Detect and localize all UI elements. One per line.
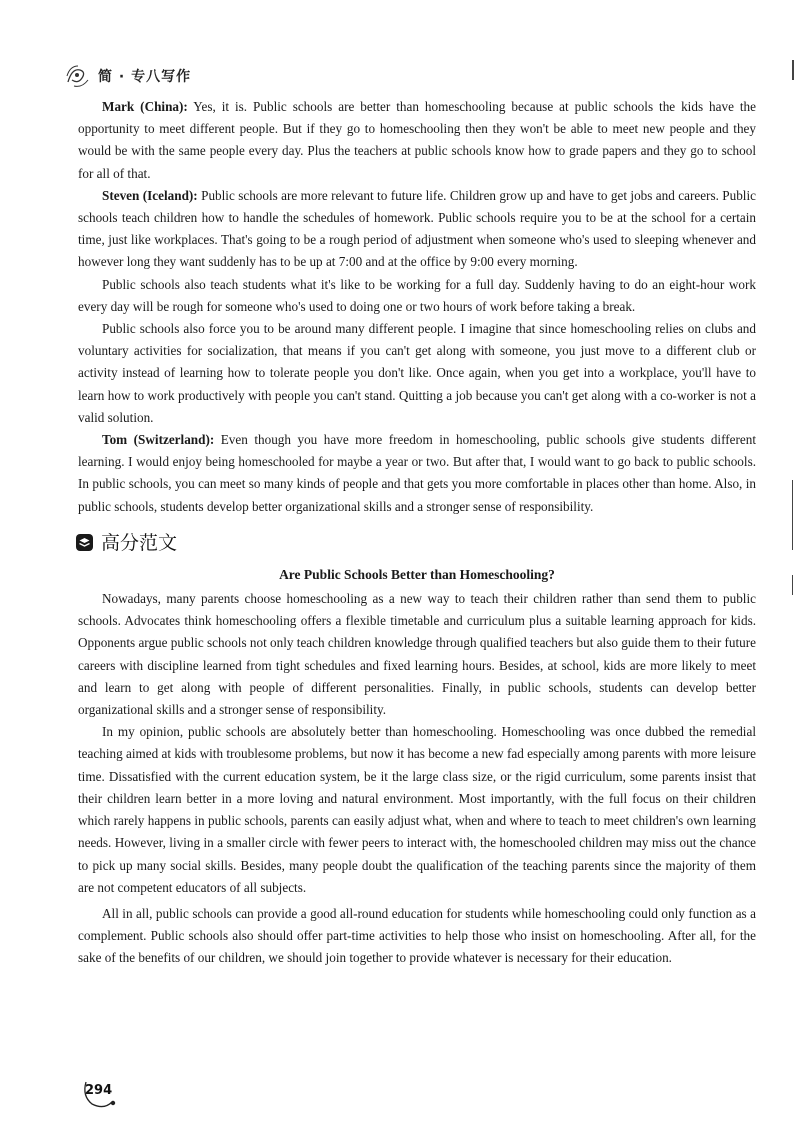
paragraph-text: Yes, it is. Public schools are better than homeschooling because at public schools the kids have the opportunity to meet different people. But if they go to homeschooling then they won't be able to meet new people and they would be with the same people every day. Plus the teachers at public schools know how to grade papers and they go to school for all of that. xyxy=(78,99,756,181)
essay-title: Are Public Schools Better than Homeschooling? xyxy=(279,566,555,582)
discussion-paragraph-steven-3 xyxy=(78,318,756,429)
layers-icon xyxy=(76,534,93,551)
essay-paragraph: All in all, public schools can provide a good all-round education for students while homeschooling could only function as a complement. Public schools also should offer part-time activities to help those who insist on homeschooling. After all, for the sake of the benefits of our children, we should join together to provide whatever is necessary for their education. xyxy=(78,905,756,966)
header-title: 简 · 专八写作 xyxy=(98,69,192,85)
page-header xyxy=(64,62,191,90)
speaker-name: Steven (Iceland): xyxy=(102,187,198,203)
discussion-paragraph-tom xyxy=(78,429,756,518)
page-number-badge xyxy=(80,1072,120,1112)
section-heading xyxy=(76,528,756,558)
discussion-paragraph-steven-2 xyxy=(78,274,756,318)
paragraph-text: Even though you have more freedom in homeschooling, public schools give students different learning. I would enjoy being homeschooled for maybe a year or two. But after that, I would want to go back to public schools. In public schools, you can meet so many kinds of people and that gets you more comfortable in places other than home. Also, in public schools, students develop better organizational skills and a stronger sense of responsibility. xyxy=(78,432,756,514)
paragraph-text: Public schools also teach students what it's like to be working for a full day. Suddenly having to do an eight-hour work every day will be rough for someone who's used to doing one or two hours of work before taking a break. xyxy=(78,276,756,314)
discussion-paragraph-mark xyxy=(78,96,756,185)
paragraph-text: Public schools also force you to be around many different people. I imagine that since homeschooling relies on clubs and voluntary activities for socialization, that means if you can't get along with someone, you just move to a different club or activity instead of learning how to tolerate people you don't like. Once again, when you get into a workplace, you'll have to learn how to work productively with people you can't stand. Quitting a job because you can't get along with a co-worker is not a valid solution. xyxy=(78,321,756,425)
paragraph-text: Public schools are more relevant to future life. Children grow up and have to get jobs and careers. Public schools teach children how to handle the schedules of homework. Public schools require you to be at the school for a certain time, just like workplaces. That's going to be a rough period of adjustment when someone who's used to sleeping whenever and however long they want suddenly has to be up at 7:00 and at the office by 9:00 every morning. xyxy=(78,187,756,270)
margin-mark-lower xyxy=(792,575,793,595)
book-swirl-icon xyxy=(64,62,92,90)
essay-paragraph: In my opinion, public schools are absolutely better than homeschooling. Homeschooling was once dubbed the remedial teaching aimed at kids with troublesome problems, but now it has become a new fad especially among parents with more leisure time. Dissatisfied with the current education system, be it the large class size, or the rigid curriculum, some parents insist that their children learn better in a more loving and natural environment. Most importantly, with the full focus on their children which rarely happens in public schools, parents can easily adjust what, when and where to teach to meet children's own learning needs. However, living in a smaller circle with fewer peers to interact with, the homeschooled children may miss out the chance to pick up many social skills. Besides, many people doubt the qualification of the teaching parents since the majority of them are not competent educators of all subjects. xyxy=(78,724,756,895)
discussion-paragraph-steven xyxy=(78,185,756,274)
margin-mark-middle xyxy=(792,480,793,550)
page-content xyxy=(78,96,756,970)
margin-mark-top xyxy=(792,60,794,80)
page-number: 294 xyxy=(85,1083,113,1098)
section-heading-text: 高分范文 xyxy=(101,531,178,554)
speaker-name: Mark (China): xyxy=(102,99,188,114)
essay-paragraph: Nowadays, many parents choose homeschooling as a new way to teach their children rather than send them to public schools. Advocates think homeschooling offers a flexible timetable and curriculum plus a suitable learning approach for kids. Opponents argue public schools not only teach children knowledge through qualified teachers but also guide them to their future careers with discipline learned from tight schedules and fixed learning hours. Besides, at school, kids are more likely to meet and learn to get along with people of different personalities. Finally, in public schools, students can develop better organizational skills and a stronger sense of responsibility. xyxy=(78,591,757,718)
speaker-name: Tom (Switzerland): xyxy=(102,432,215,448)
